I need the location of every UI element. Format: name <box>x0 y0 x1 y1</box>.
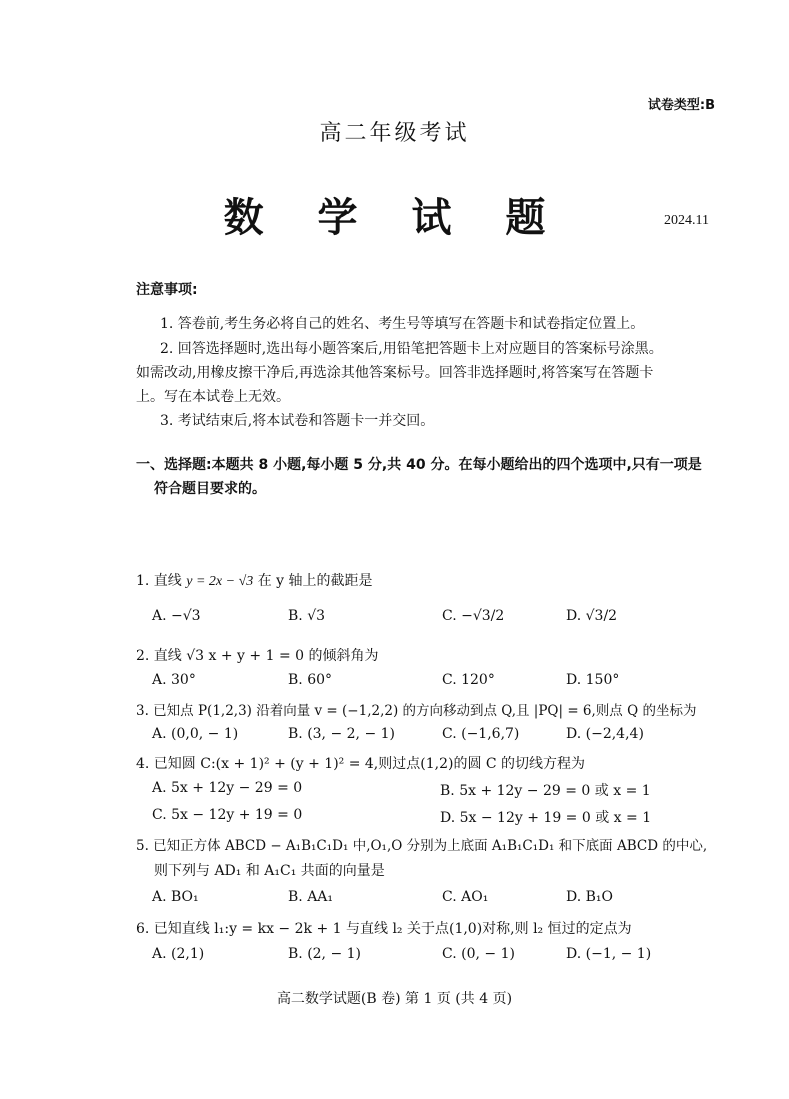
question-6-stem: 6. 已知直线 l₁:y = kx − 2k + 1 与直线 l₂ 关于点(1,0)对称,则 l₂ 恒过的定点为 <box>136 921 632 937</box>
note-1: 1. 答卷前,考生务必将自己的姓名、考生号等填写在答题卡和试卷指定位置上。 <box>160 316 645 332</box>
note-3: 3. 考试结束后,将本试卷和答题卡一并交回。 <box>160 413 435 429</box>
question-1-option-c: C. −√3/2 <box>442 608 505 624</box>
question-3-stem: 3. 已知点 P(1,2,3) 沿着向量 v = (−1,2,2) 的方向移动到点 Q,且 |PQ| = 6,则点 Q 的坐标为 <box>136 703 697 719</box>
paper-type-label: 试卷类型:B <box>647 98 715 113</box>
question-6-option-d: D. (−1, − 1) <box>566 946 652 962</box>
question-4-option-d: D. 5x − 12y + 19 = 0 或 x = 1 <box>440 810 652 826</box>
page-title: 数 学 试 题 <box>223 194 566 241</box>
exam-grade-title: 高二年级考试 <box>319 121 470 146</box>
question-1-text-b: 在 y 轴上的截距是 <box>253 573 373 589</box>
question-6-option-b: B. (2, − 1) <box>288 946 362 962</box>
question-1-text-a: 1. 直线 <box>136 573 187 589</box>
note-2: 2. 回答选择题时,选出每小题答案后,用铅笔把答题卡上对应题目的答案标号涂黑。 <box>160 341 663 357</box>
question-5-option-a: A. BO₁ <box>152 889 199 905</box>
question-5-option-c: C. AO₁ <box>442 889 489 905</box>
question-5-option-d: D. B₁O <box>566 889 614 905</box>
question-1-expr: y = 2x − √3 <box>186 574 254 589</box>
question-1-option-a: A. −√3 <box>152 608 201 624</box>
question-1-stem <box>136 570 373 590</box>
question-1-option-b: B. √3 <box>288 608 326 624</box>
question-5-option-b: B. AA₁ <box>288 889 334 905</box>
section-heading: 一、选择题:本题共 8 小题,每小题 5 分,共 40 分。在每小题给出的四个选项中,只有一项是 <box>136 457 702 473</box>
exam-date: 2024.11 <box>664 213 709 228</box>
note-2-cont: 如需改动,用橡皮擦干净后,再选涂其他答案标号。回答非选择题时,将答案写在答题卡 <box>136 365 654 381</box>
question-2-option-c: C. 120° <box>442 672 495 688</box>
section-heading-cont: 符合题目要求的。 <box>154 481 266 497</box>
question-6-option-c: C. (0, − 1) <box>442 946 515 962</box>
question-3-option-b: B. (3, − 2, − 1) <box>288 726 395 742</box>
question-4-option-c: C. 5x − 12y + 19 = 0 <box>152 807 303 823</box>
question-4-option-a: A. 5x + 12y − 29 = 0 <box>152 780 303 796</box>
notes-heading: 注意事项: <box>136 282 198 298</box>
question-6-option-a: A. (2,1) <box>152 946 205 962</box>
question-1-option-d: D. √3/2 <box>566 608 618 624</box>
question-5-stem-cont: 则下列与 AD₁ 和 A₁C₁ 共面的向量是 <box>154 863 385 879</box>
question-3-option-c: C. (−1,6,7) <box>442 726 520 742</box>
question-5-stem: 5. 已知正方体 ABCD − A₁B₁C₁D₁ 中,O₁,O 分别为上底面 A₁B₁C₁D₁ 和下底面 ABCD 的中心, <box>136 838 708 854</box>
question-4-stem: 4. 已知圆 C:(x + 1)² + (y + 1)² = 4,则过点(1,2)的圆 C 的切线方程为 <box>136 756 586 772</box>
note-2-end: 上。写在本试卷上无效。 <box>136 389 290 405</box>
question-2-stem: 2. 直线 √3 x + y + 1 = 0 的倾斜角为 <box>136 648 379 664</box>
question-4-option-b: B. 5x + 12y − 29 = 0 或 x = 1 <box>440 783 651 799</box>
question-3-option-d: D. (−2,4,4) <box>566 726 644 742</box>
question-2-option-a: A. 30° <box>152 672 196 688</box>
question-3-option-a: A. (0,0, − 1) <box>152 726 239 742</box>
question-2-option-d: D. 150° <box>566 672 620 688</box>
question-2-option-b: B. 60° <box>288 672 333 688</box>
page-footer: 高二数学试题(B 卷) 第 1 页 (共 4 页) <box>276 991 513 1007</box>
